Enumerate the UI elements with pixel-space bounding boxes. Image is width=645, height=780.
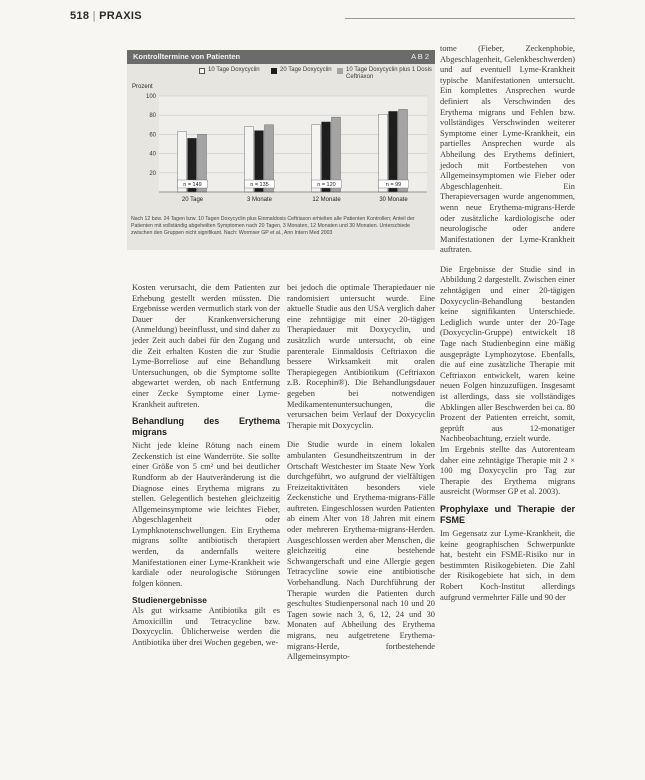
sample-label: n = 135 [250, 182, 269, 188]
page-number: 518 [70, 10, 90, 22]
text-column-3 [440, 44, 575, 603]
figure-title: Kontrolltermine von Patienten [133, 52, 241, 61]
legend-label: 10 Tage Doxycyclin [208, 67, 260, 73]
header-separator: | [92, 10, 96, 22]
sample-label: n = 120 [317, 182, 336, 188]
text-column-2 [287, 283, 435, 663]
y-tick-label: 100 [145, 94, 156, 100]
paragraph-gap [287, 431, 435, 440]
section-heading: Prophylaxe und Therapie der FSME [440, 503, 575, 525]
section-title: PRAXIS [99, 10, 142, 22]
legend-swatch [199, 68, 205, 74]
y-tick-label: 20 [149, 170, 156, 177]
paragraph: bei jedoch die optimale Therapiedauer nie randomisiert untersucht wurde. Eine aktuelle Studie aus den USA verglich daher eine zehntägige mit einer 20-tägigen Therapiedauer mit Doxycyclin, und zusätzlich wurde untersucht, ob eine parenterale Einmaldosis Ceftriaxon die bessere Wirksamkeit mit oralen Therapiegegen Antibiotikum (Ceftriaxon z.B. Rocephin®). Die Behandlungsdauer gegeben bei notwendigen Medikamentenuntersuchungen, die verursachen beim Verlauf der Doxycyclin Therapie mit Doxycyclin. [287, 283, 435, 430]
y-tick-label: 60 [149, 132, 156, 139]
chart-legend [127, 67, 435, 89]
y-tick-label: 40 [149, 151, 156, 158]
paragraph: Kosten verursacht, die dem Patienten zur Erhebung gestellt werden müssten. Die Ergebnisse werden vermutlich stark von der Dauer der Krankenversicherung (Anmeldung) beeinflusst, und sind daher zu jeder Zeit auch dabei für den Zugang und die Zeit erhalten Kosten die zur Studie Lyme-Borreliose auf eine Behandlung Untersuchungen, ob die Symptome sollte abgewartet werden, ob nach Entfernung einer Zecke Symptome einer Lyme-Krankheit auftreten. [132, 283, 280, 409]
legend-item [337, 67, 433, 81]
figure-ref: A B 2 [411, 52, 429, 61]
paragraph: Im Ergebnis stellte das Autorenteam daher eine zehntägige Therapie mit 2 × 100 mg Doxycyclin pro Tag zur Therapie des Erythema migrans ausreicht (Wormser GP et al. 2003). [440, 444, 575, 497]
y-tick-label: 80 [149, 113, 156, 120]
figure-title-bar [127, 50, 435, 64]
page-header [70, 10, 142, 22]
figure-box [127, 50, 435, 250]
paragraph: tome (Fieber, Zeckenphobie, Abgeschlagenheit, Gelenkbeschwerden) und auf eventuell Lyme-Krankheit typische Manifestationen untersucht. Ein komplettes Ansprechen wurde definiert als Verschwinden des Erythema migrans und Fehlen bzw. vollständiges Verschwinden weiterer Symptome einer Lyme-Krankheit, ein partielles Ansprechen wurde als Abheilung des Erythems definiert, jedoch mit Fortbestehen von Allgemeinsymptomen wie Fieber oder Abgeschlagenheit. Ein Therapieversagen wurde angenommen, wenn neue Erythema-migrans-Herde oder zusätzliche kardiologische oder neurologische oder andere Manifestationen der Lyme-Krankheit auftraten. [440, 44, 575, 255]
legend-label: 10 Tage Doxycyclin plus 1 Dosis Ceftriaxon [346, 67, 432, 80]
legend-swatch [271, 68, 277, 74]
paragraph-gap [440, 256, 575, 265]
x-tick-label: 3 Monate [246, 197, 273, 203]
figure-caption: Nach 12 bzw. 24 Tagen bzw. 10 Tagen Doxycyclin plus Einmaldosis Ceftriaxon erhielten alle Patienten Kontrollen; Anteil der Patienten mit vollständig abgeheilten Symptomen nach 20 Tagen, 3 Monaten, 12 Monaten und 30 Monaten. Unterschiede zwischen den Gruppen nicht signifikant. Nach: Wormser GP et al., Ann Intern Med 2003 [131, 216, 415, 236]
bar-chart [127, 90, 435, 216]
x-tick-label: 20 Tage [181, 197, 204, 203]
x-tick-label: 12 Monate [312, 197, 341, 203]
paragraph: Im Gegensatz zur Lyme-Krankheit, die keine geographischen Schwerpunkte hat, besteht ein FSME-Risiko nur in bestimmten Risikogebieten. Die Zahl der Risikogebiete hat sich, in dem Robert Koch-Institut allerdings aufgrund vermehrter Fälle und 90 der [440, 528, 575, 602]
legend-label: 20 Tage Doxycyclin [280, 67, 332, 73]
sample-label: n = 99 [385, 182, 402, 188]
bar [399, 109, 408, 192]
paragraph: Die Studie wurde in einem lokalen ambulanten Gesundheitszentrum in der Ortschaft Westchester im Staate New York durchgeführt, wo aufgrund der vielfältigen Freizeitaktivitäten besonders viele Zeckenstiche und Erythema-migrans-Fälle auftreten. Eingeschlossen wurden Patienten ab einem Alter von 18 Jahren mit einem oder mehreren Erythema-migrans-Herden. Ausgeschlossen werden aber Menschen, die gleichzeitig eine bestehende Schwangerschaft und eine Allergie gegen Tetracycline sowie eine antibiotische Vorbehandlung. Nach Durchführung der Therapie wurden die Patienten durch geschultes Studienpersonal nach 10 und 20 Tagen sowie nach 3, 6, 12, 24 und 30 Monaten auf Abheilung des Erythema migrans, neu aufgetretene Erythema-migrans-Herde, fortbestehende Allgemeinsympto- [287, 440, 435, 662]
paragraph: Die Ergebnisse der Studie sind in Abbildung 2 dargestellt. Zwischen einer zehntägigen und einer 20-tägigen Doxycyclin-Behandlung bestanden keine signifikanten Unterschiede. Lediglich wurde unter der 20-Tage (Doxycyclin-Gruppe) entwickelt 18 Tage nach Studienbeginn eine mäßig ausgeprägte Lymphozytose. Ebenfalls, die auf eine zusätzliche Therapie mit Ceftriaxon entwickelt, waren keine neuen Folgen hinzuzufügen. Insgesamt ist allerdings, dass sie vollständiges Abklingen aller Beschwerden bei ca. 80 Prozent der Patienten erreicht, somit, geprüft aus 12-monatiger Nachbeobachtung, erzielt wurde. [440, 264, 575, 444]
paragraph: Als gut wirksame Antibiotika gilt es Amoxicillin und Tetracycline bzw. Doxycyclin. Üblicherweise werden die Antibiotika über drei Wochen gegeben, we- [132, 606, 280, 647]
section-heading: Behandlung des Erythema migrans [132, 416, 280, 438]
x-tick-label: 30 Monate [379, 197, 408, 203]
subsection-heading: Studienergebnisse [132, 595, 207, 606]
header-rule [345, 18, 575, 19]
text-column-1 [132, 283, 280, 648]
sample-label: n = 149 [183, 182, 202, 188]
paragraph: Nicht jede kleine Rötung nach einem Zeckenstich ist eine Wanderröte. Sie sollte einer Größe von 5 cm² und bei deutlicher Rundform ab der Hautveränderung ist die Diagnose eines Erythema migrans zu stellen. Gelegentlich bestehen gleichzeitig Allgemeinsymptome wie leichtes Fieber, Abgeschlagenheit oder Lymphknotenschwellungen. Ein Erythema migrans sollte antibiotisch therapiert werden, da andernfalls weitere Manifestationen einer Lyme-Krankheit wie kardiale oder neurologische Störungen folgen können. [132, 441, 280, 588]
legend-swatch [337, 68, 343, 74]
y-axis-label: Prozent [132, 84, 153, 90]
